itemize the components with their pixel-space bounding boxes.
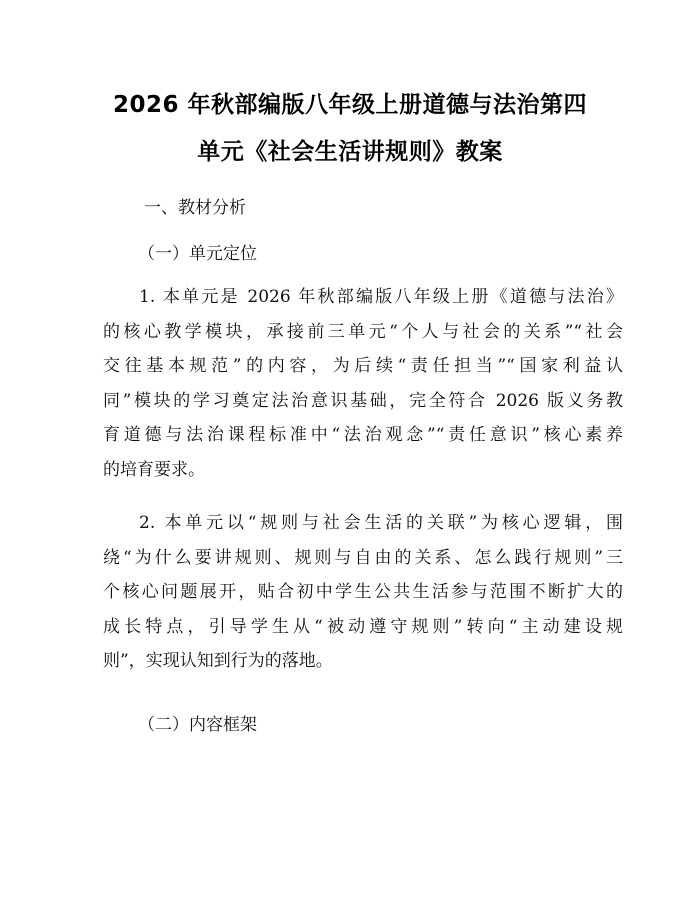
paragraph-line: 育道德与法治课程标准中“法治观念”“责任意识”核心素养 [103, 425, 623, 445]
paragraph-line: 绕“为什么要讲规则、规则与自由的关系、怎么践行规则”三 [103, 547, 623, 568]
subsection-heading-content-framework: （二）内容框架 [138, 715, 257, 735]
document-title-line-2: 单元《社会生活讲规则》教案 [197, 139, 503, 165]
paragraph-line: 2. 本单元以“规则与社会生活的关联”为核心逻辑，围 [139, 513, 623, 533]
paragraph-line: 的培育要求。 [103, 459, 205, 480]
paragraph-line: 的核心教学模块，承接前三单元“个人与社会的关系”“社会 [103, 321, 623, 342]
section-heading-textbook-analysis: 一、教材分析 [144, 198, 246, 218]
paragraph-line: 同”模块的学习奠定法治意识基础，完全符合 2026 版义务教 [103, 390, 623, 411]
document-title-line-1: 2026 年秋部编版八年级上册道德与法治第四 [112, 92, 588, 118]
paragraph-line: 成长特点，引导学生从“被动遵守规则”转向“主动建设规 [103, 616, 623, 637]
paragraph-unit-positioning-2 [103, 506, 623, 679]
paragraph-line: 交往基本规范”的内容，为后续“责任担当”“国家利益认 [103, 356, 623, 376]
paragraph-unit-positioning-1 [103, 280, 623, 487]
subsection-heading-unit-positioning: （一）单元定位 [138, 244, 257, 264]
paragraph-line: 则”，实现认知到行为的落地。 [103, 651, 333, 671]
paragraph-line: 1. 本单元是 2026 年秋部编版八年级上册《道德与法治》 [139, 287, 623, 307]
paragraph-line: 个核心问题展开，贴合初中学生公共生活参与范围不断扩大的 [103, 582, 623, 602]
